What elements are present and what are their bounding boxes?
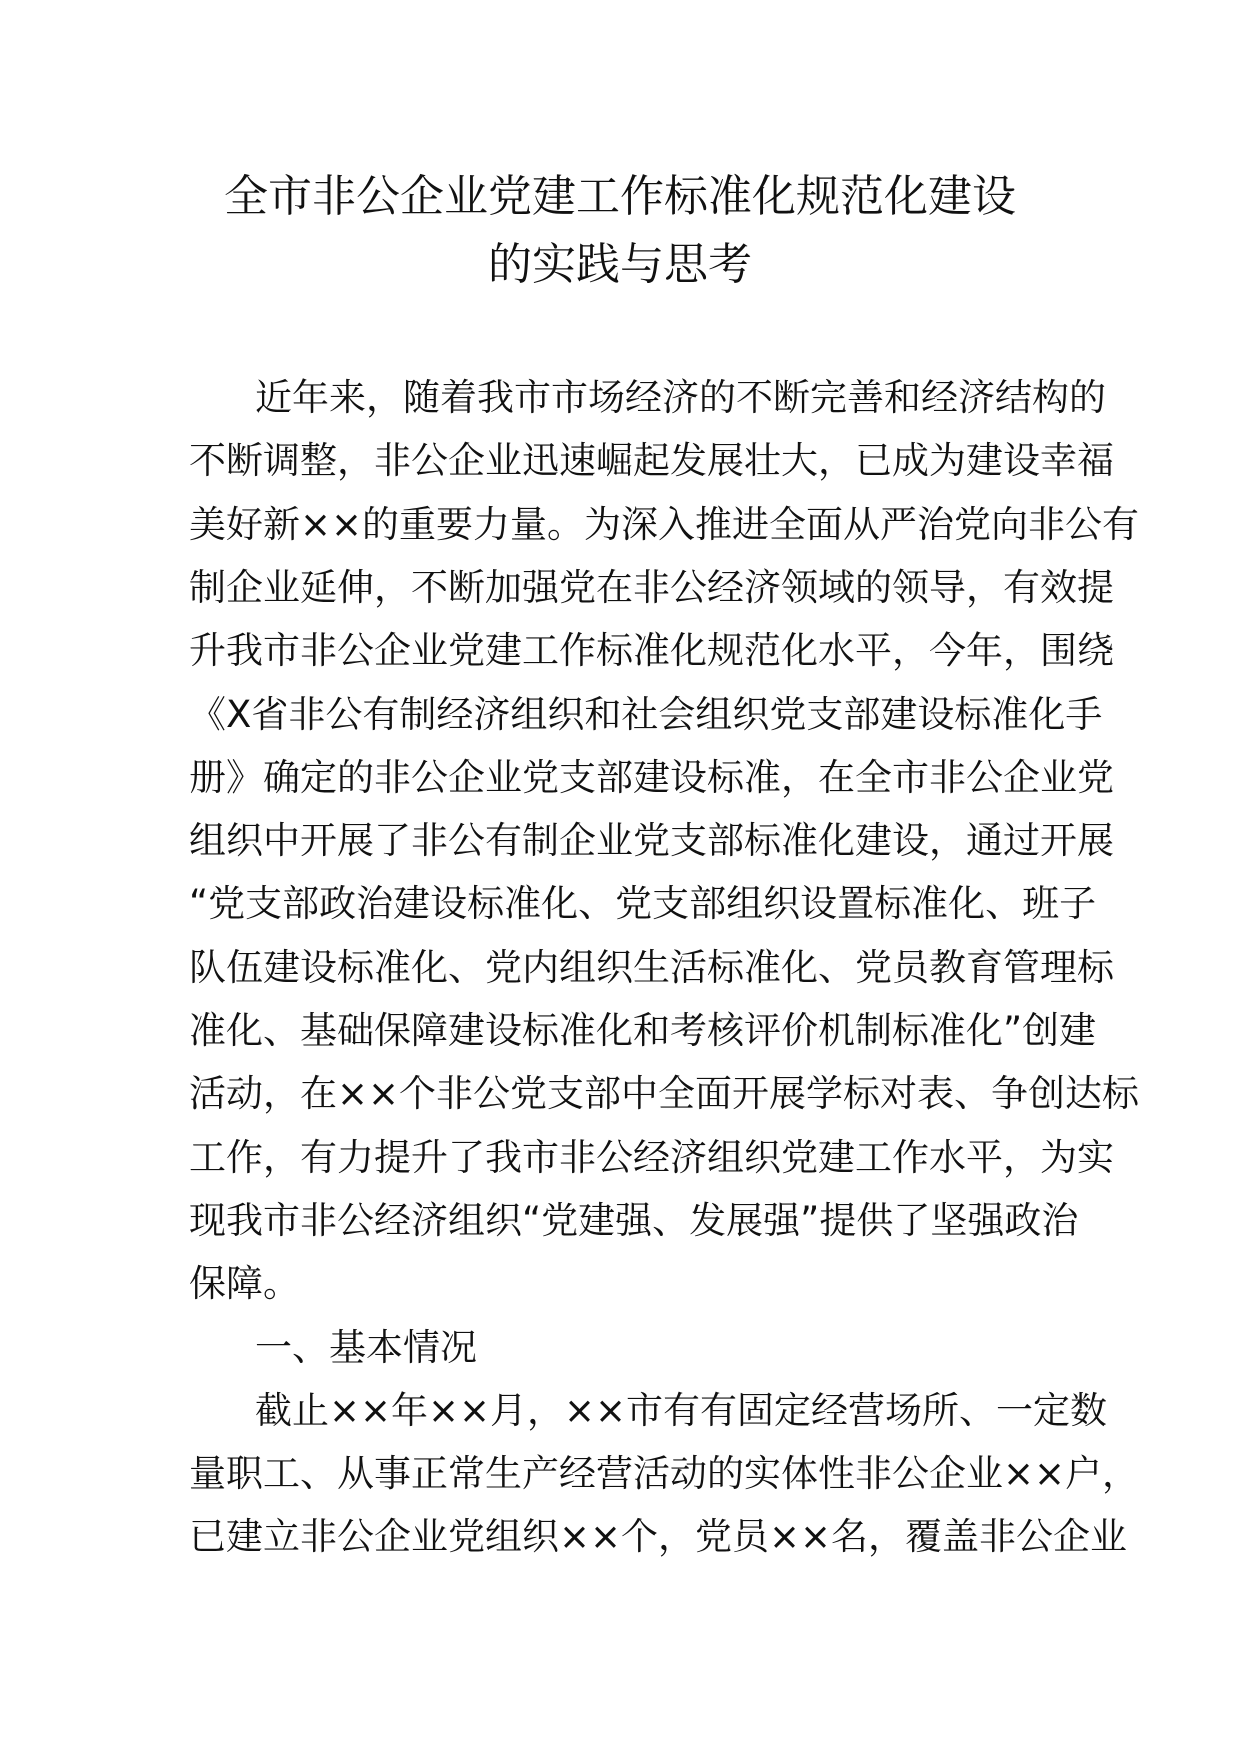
body-text-line: 册》确定的非公企业党支部建设标准，在全市非公企业党 [189, 755, 1114, 799]
body-text-line: 工作，有力提升了我市非公经济组织党建工作水平，为实 [189, 1135, 1114, 1179]
body-text-line: 组织中开展了非公有制企业党支部标准化建设，通过开展 [189, 819, 1114, 863]
body-text-line: 截止××年××月，××市有有固定经营场所、一定数 [255, 1388, 1108, 1432]
body-text-line: “党支部政治建设标准化、党支部组织设置标准化、班子 [189, 882, 1097, 926]
body-text-line: 现我市非公经济组织“党建强、发展强”提供了坚强政治 [189, 1198, 1079, 1242]
body-text-line: 量职工、从事正常生产经营活动的实体性非公企业××户， [189, 1452, 1140, 1496]
body-text-line: 美好新××的重要力量。为深入推进全面从严治党向非公有 [189, 502, 1140, 546]
body-text-line: 近年来，随着我市市场经济的不断完善和经济结构的 [255, 376, 1106, 419]
body-text-line: 《X省非公有制经济组织和社会组织党支部建设标准化手 [189, 692, 1103, 736]
body-text-line: 活动，在××个非公党支部中全面开展学标对表、争创达标 [189, 1072, 1140, 1116]
document-title-line-1: 全市非公企业党建工作标准化规范化建设 [224, 171, 1016, 222]
body-text-line: 保障。 [189, 1262, 300, 1306]
body-text-line: 制企业延伸，不断加强党在非公经济领域的领导，有效提 [189, 565, 1114, 609]
section-heading: 一、基本情况 [255, 1325, 477, 1369]
body-text-line: 升我市非公企业党建工作标准化规范化水平，今年，围绕 [189, 629, 1114, 673]
body-text-line: 不断调整，非公企业迅速崛起发展壮大，已成为建设幸福 [189, 439, 1114, 483]
body-text-line: 队伍建设标准化、党内组织生活标准化、党员教育管理标 [189, 945, 1114, 989]
document-title-line-2: 的实践与思考 [488, 239, 752, 290]
body-text-line: 准化、基础保障建设标准化和考核评价机制标准化”创建 [189, 1009, 1097, 1052]
body-text-line: 已建立非公企业党组织××个，党员××名，覆盖非公企业 [189, 1515, 1128, 1559]
